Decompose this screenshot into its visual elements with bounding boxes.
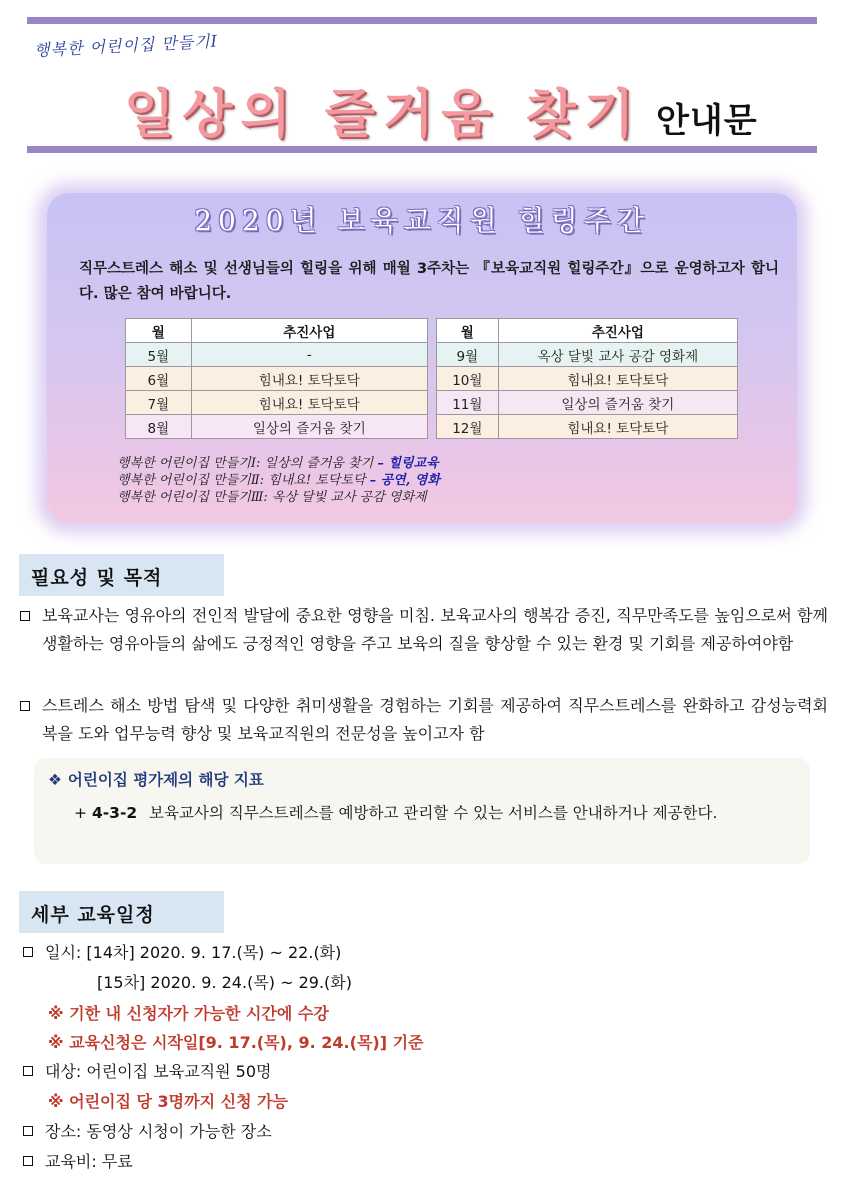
table-gap: [427, 367, 436, 391]
section-heading-schedule: 세부 교육일정: [19, 891, 224, 933]
fee-line: 교육비: 무료: [23, 1149, 133, 1172]
table-cell: -: [191, 343, 427, 367]
table-header: 추진사업: [498, 319, 737, 343]
table-gap: [427, 415, 436, 439]
plus-marker: +: [74, 804, 87, 822]
checkbox-bullet-icon: [23, 1126, 33, 1136]
schedule-table: [125, 318, 738, 439]
table-cell: 8월: [126, 415, 192, 439]
header-subtitle: 행복한 어린이집 만들기Ⅰ: [33, 31, 219, 60]
eval-item: [74, 800, 718, 827]
table-cell: 11월: [436, 391, 498, 415]
table-gap: [427, 343, 436, 367]
warning-note: ※ 기한 내 신청자가 가능한 시간에 수강: [48, 1004, 329, 1023]
healing-title: 2020년 보육교직원 힐링주간: [194, 204, 650, 237]
table-cell: 일상의 즐거움 찾기: [191, 415, 427, 439]
table-header: 추진사업: [191, 319, 427, 343]
note-line: 행복한 어린이집 만들기Ⅱ: 힘내요! 토닥토닥 – 공연, 영화: [117, 473, 440, 488]
checkbox-bullet-icon: [23, 947, 33, 957]
evaluation-indicator-box: [34, 758, 810, 864]
purpose-paragraph: 보육교사는 영유아의 전인적 발달에 중요한 영향을 미침. 보육교사의 행복감 증진, 직무만족도를 높임으로써 함께 생활하는 영유아들의 삶에도 긍정적인 영향을 주고 보육의 질을 향상할 수 있는 환경 및 기회를 제공하여야함: [42, 602, 828, 658]
table-header: 월: [126, 319, 192, 343]
schedule-date-line-2: [15차] 2020. 9. 24.(목) ~ 29.(화): [97, 973, 352, 992]
table-cell: 힘내요! 토닥토닥: [498, 367, 737, 391]
target-line: 대상: 어린이집 보육교직원 50명: [23, 1059, 271, 1082]
eval-code: 4-3-2: [91, 804, 138, 822]
note-line: 행복한 어린이집 만들기Ⅲ: 옥상 달빛 교사 공감 영화제: [117, 490, 427, 505]
schedule-date-line: 일시: [14차] 2020. 9. 17.(목) ~ 22.(화): [23, 940, 341, 963]
healing-description: 직무스트레스 해소 및 선생님들의 힐링을 위해 매월 3주차는 『보육교직원 힐링주간』으로 운영하고자 합니다. 많은 참여 바랍니다.: [79, 261, 779, 302]
table-row: [126, 367, 738, 391]
warning-note: ※ 어린이집 당 3명까지 신청 가능: [48, 1092, 289, 1111]
bottom-rule: [27, 146, 817, 153]
table-row: [126, 415, 738, 439]
table-cell: 일상의 즐거움 찾기: [498, 391, 737, 415]
checkbox-bullet-icon: [23, 1156, 33, 1166]
eval-title: ❖ 어린이집 평가제의 해당 지표: [48, 771, 264, 789]
healing-week-box: [47, 193, 797, 523]
table-cell: 힘내요! 토닥토닥: [191, 367, 427, 391]
eval-text: 보육교사의 직무스트레스를 예방하고 관리할 수 있는 서비스를 안내하거나 제공한다.: [149, 804, 718, 822]
table-header: 월: [436, 319, 498, 343]
place-line: 장소: 동영상 시청이 가능한 장소: [23, 1119, 272, 1142]
table-gap: [427, 319, 436, 343]
table-cell: 6월: [126, 367, 192, 391]
table-row: [126, 343, 738, 367]
purpose-paragraph: 스트레스 해소 방법 탐색 및 다양한 취미생활을 경험하는 기회를 제공하여 직무스트레스를 완화하고 감성능력회복을 도와 업무능력 향상 및 보육교직원의 전문성을 높이고자 함: [42, 692, 828, 748]
table-cell: 힘내요! 토닥토닥: [498, 415, 737, 439]
table-cell: 7월: [126, 391, 192, 415]
checkbox-bullet-icon: [20, 701, 30, 711]
section-heading-purpose: 필요성 및 목적: [19, 554, 224, 596]
table-cell: 9월: [436, 343, 498, 367]
diamond-bullet-icon: ❖: [48, 771, 62, 789]
table-cell: 10월: [436, 367, 498, 391]
checkbox-bullet-icon: [20, 611, 30, 621]
note-line: 행복한 어린이집 만들기Ⅰ: 일상의 즐거움 찾기 – 힐링교육: [117, 456, 439, 471]
title-suffix: 안내문: [656, 101, 758, 141]
table-cell: 12월: [436, 415, 498, 439]
table-header-row: [126, 319, 738, 343]
table-cell: 5월: [126, 343, 192, 367]
table-gap: [427, 391, 436, 415]
checkbox-bullet-icon: [23, 1066, 33, 1076]
top-rule: [27, 17, 817, 24]
healing-notes: [117, 455, 440, 506]
title-main: 일상의 즐거움 찾기: [124, 85, 643, 145]
warning-note: ※ 교육신청은 시작일[9. 17.(목), 9. 24.(목)] 기준: [48, 1033, 424, 1052]
page-title: [124, 72, 764, 147]
table-cell: 옥상 달빛 교사 공감 영화제: [498, 343, 737, 367]
table-cell: 힘내요! 토닥토닥: [191, 391, 427, 415]
table-row: [126, 391, 738, 415]
